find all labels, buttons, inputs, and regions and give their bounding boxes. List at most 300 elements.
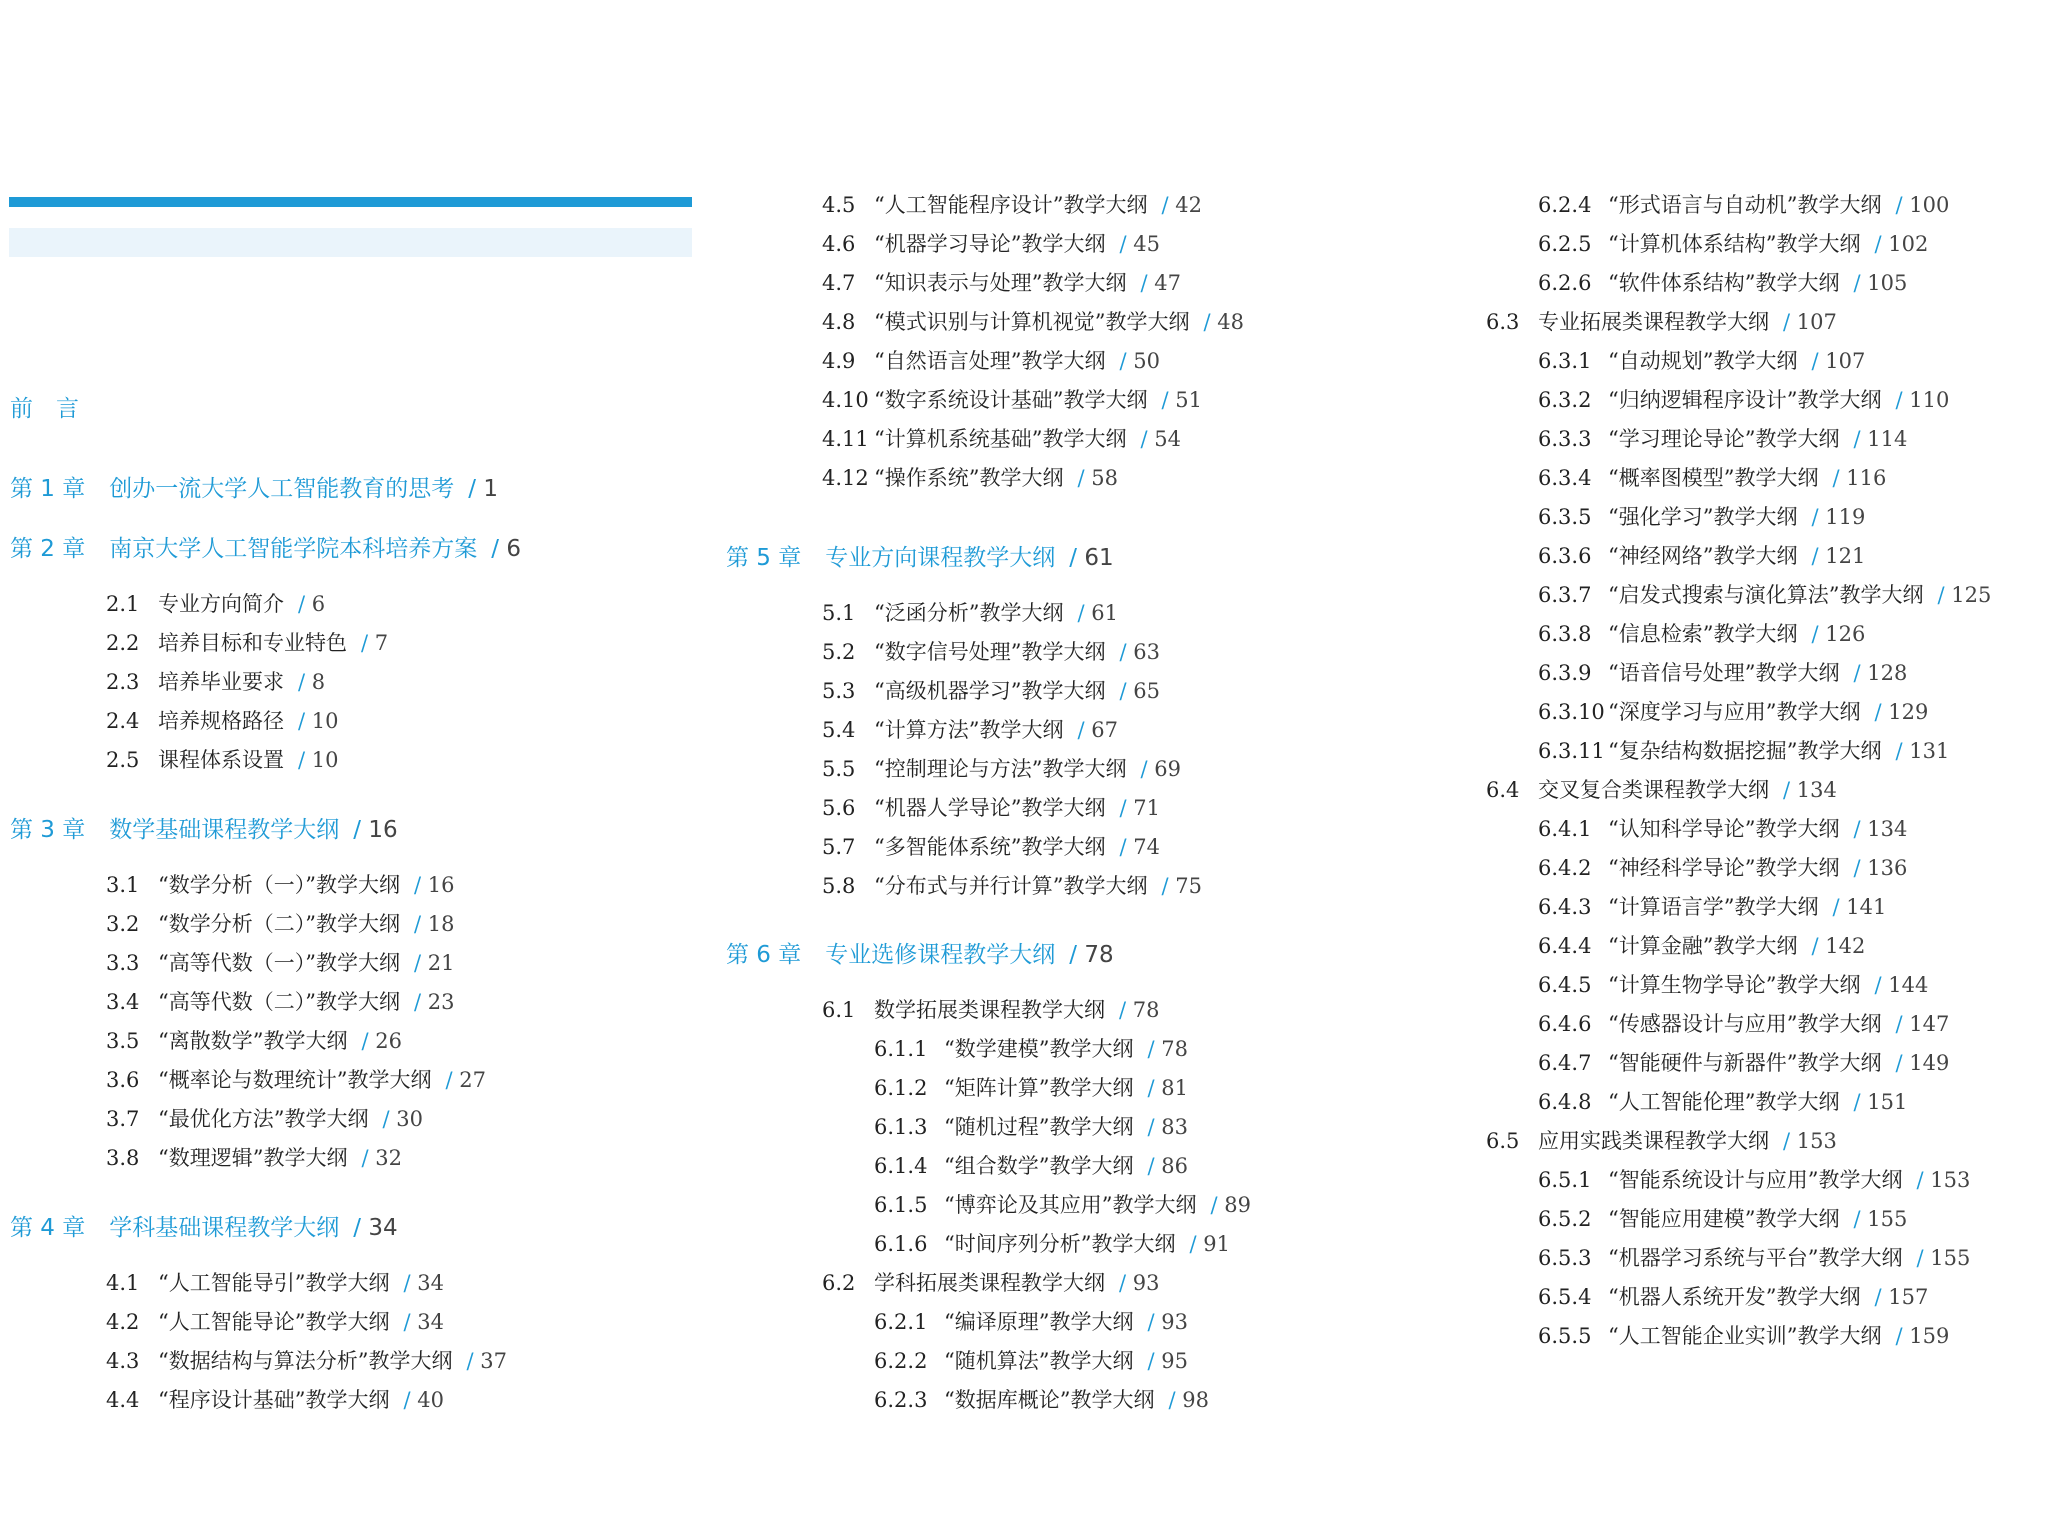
toc-subsection-entry [1538,660,1907,686]
toc-page-number: / 131 [1895,739,1949,763]
toc-entry-number: 6.1.1 [874,1037,928,1061]
toc-entry-title: “数据库概论”教学大纲 [944,1388,1155,1412]
toc-page-number: / 128 [1853,661,1907,685]
toc-page-number: / 16 [353,817,397,843]
toc-chapter-entry [10,475,498,503]
toc-entry-title: “软件体系结构”教学大纲 [1608,271,1840,295]
toc-entry-title: “形式语言与自动机”教学大纲 [1608,193,1882,217]
toc-entry-number: 2.4 [106,709,140,733]
toc-entry-number: 6.5.1 [1538,1168,1592,1192]
toc-entry-title: “计算机体系结构”教学大纲 [1608,232,1861,256]
toc-section-entry [106,950,454,976]
toc-entry-number: 6.2.6 [1538,271,1592,295]
toc-page-number: / 102 [1874,232,1928,256]
toc-section-entry [106,708,339,734]
toc-section-entry [106,669,325,695]
toc-entry-title: “神经科学导论”教学大纲 [1608,856,1840,880]
toc-page-number: / 21 [414,951,455,975]
toc-page-number: / 119 [1811,505,1865,529]
toc-page-number: / 141 [1832,895,1886,919]
toc-entry-number: 6.2.3 [874,1388,928,1412]
toc-entry-title: “深度学习与应用”教学大纲 [1608,700,1861,724]
toc-page-number: / 58 [1077,466,1118,490]
toc-section-entry [822,997,1160,1023]
toc-page-number: / 18 [414,912,455,936]
toc-entry-number: 2.2 [106,631,140,655]
toc-chapter-title: 南京大学人工智能学院本科培养方案 [109,536,478,562]
toc-entry-title: “机器人学导论”教学大纲 [874,796,1106,820]
toc-entry-number: 6.2.5 [1538,232,1592,256]
toc-entry-title: 培养规格路径 [158,709,284,733]
toc-section-entry [822,678,1160,704]
toc-page-number: / 134 [1853,817,1907,841]
toc-subsection-entry [1538,426,1907,452]
toc-entry-title: “机器学习系统与平台”教学大纲 [1608,1246,1903,1270]
toc-page-number: / 155 [1853,1207,1907,1231]
toc-subsection-entry [1538,1050,1949,1076]
toc-entry-number: 6.4.3 [1538,895,1592,919]
toc-preface-label: 前 言 [10,396,79,422]
toc-entry-title: “最优化方法”教学大纲 [158,1107,369,1131]
toc-chapter-title: 专业选修课程教学大纲 [825,942,1056,968]
toc-entry-number: 4.2 [106,1310,140,1334]
toc-page-number: / 30 [382,1107,423,1131]
toc-page-number: / 153 [1916,1168,1970,1192]
toc-page-number: / 157 [1874,1285,1928,1309]
toc-entry-title: “泛函分析”教学大纲 [874,601,1064,625]
toc-page-number: / 126 [1811,622,1865,646]
toc-entry-title: “高等代数（二）”教学大纲 [158,990,400,1014]
toc-entry-number: 2.3 [106,670,140,694]
toc-entry-number: 4.6 [822,232,856,256]
toc-page-number: / 125 [1937,583,1991,607]
toc-section-entry [822,795,1160,821]
toc-chapter-number: 第 4 章 [10,1215,86,1241]
toc-entry-number: 6.1.4 [874,1154,928,1178]
toc-entry-title: “智能系统设计与应用”教学大纲 [1608,1168,1903,1192]
toc-page-number: / 8 [298,670,325,694]
toc-entry-title: “组合数学”教学大纲 [944,1154,1134,1178]
toc-entry-number: 4.3 [106,1349,140,1373]
toc-entry-number: 5.8 [822,874,856,898]
toc-entry-number: 6.4.2 [1538,856,1592,880]
toc-entry-number: 3.6 [106,1068,140,1092]
toc-page-number: / 136 [1853,856,1907,880]
toc-page-number: / 26 [361,1029,402,1053]
toc-page-number: / 95 [1147,1349,1188,1373]
toc-subsection-entry [1538,270,1907,296]
toc-section-entry [106,591,325,617]
toc-entry-title: “计算金融”教学大纲 [1608,934,1798,958]
toc-section-entry [106,872,454,898]
toc-entry-title: “智能硬件与新器件”教学大纲 [1608,1051,1882,1075]
toc-entry-title: 课程体系设置 [158,748,284,772]
toc-page-number: / 91 [1189,1232,1230,1256]
toc-entry-title: “人工智能导论”教学大纲 [158,1310,390,1334]
toc-entry-title: 专业方向简介 [158,592,284,616]
toc-entry-title: “数字系统设计基础”教学大纲 [874,388,1148,412]
toc-subsection-entry [874,1231,1230,1257]
toc-page-number: / 83 [1147,1115,1188,1139]
toc-entry-title: “博弈论及其应用”教学大纲 [944,1193,1197,1217]
toc-entry-number: 4.12 [822,466,869,490]
toc-entry-title: “计算机系统基础”教学大纲 [874,427,1127,451]
toc-entry-number: 6.1.3 [874,1115,928,1139]
toc-section-entry [822,639,1160,665]
toc-page-number: / 27 [445,1068,486,1092]
toc-entry-number: 6.3.11 [1538,739,1605,763]
toc-entry-title: “计算生物学导论”教学大纲 [1608,973,1861,997]
toc-section-entry [1486,309,1837,335]
toc-entry-title: “认知科学导论”教学大纲 [1608,817,1840,841]
toc-chapter-entry [726,941,1114,969]
toc-entry-number: 2.1 [106,592,140,616]
toc-page-number: / 86 [1147,1154,1188,1178]
toc-page-number: / 40 [403,1388,444,1412]
toc-chapter-number: 第 3 章 [10,817,86,843]
toc-page-number: / 61 [1077,601,1118,625]
toc-page-number: / 10 [298,748,339,772]
toc-entry-number: 5.4 [822,718,856,742]
toc-entry-title: “语音信号处理”教学大纲 [1608,661,1840,685]
toc-entry-number: 6.4.7 [1538,1051,1592,1075]
toc-section-entry [822,348,1160,374]
toc-entry-number: 4.5 [822,193,856,217]
toc-entry-title: “机器人系统开发”教学大纲 [1608,1285,1861,1309]
toc-page-number: / 159 [1895,1324,1949,1348]
toc-section-entry [822,834,1160,860]
toc-page-number: / 105 [1853,271,1907,295]
toc-subsection-entry [1538,1323,1949,1349]
toc-page-number: / 78 [1119,998,1160,1022]
toc-page-number: / 98 [1168,1388,1209,1412]
toc-subsection-entry [874,1387,1209,1413]
toc-subsection-entry [874,1192,1251,1218]
toc-page-number: / 1 [468,476,498,502]
toc-entry-number: 5.7 [822,835,856,859]
toc-entry-title: “数学分析（二）”教学大纲 [158,912,400,936]
toc-section-entry [1486,777,1837,803]
toc-section-entry [822,873,1202,899]
toc-entry-number: 3.2 [106,912,140,936]
toc-page-number: / 7 [361,631,388,655]
toc-entry-title: 学科拓展类课程教学大纲 [874,1271,1105,1295]
toc-page-number: / 153 [1783,1129,1837,1153]
toc-entry-number: 6.1 [822,998,856,1022]
toc-chapter-number: 第 2 章 [10,536,86,562]
toc-entry-title: “人工智能程序设计”教学大纲 [874,193,1148,217]
toc-page-number: / 142 [1811,934,1865,958]
toc-entry-title: 数学拓展类课程教学大纲 [874,998,1105,1022]
toc-entry-number: 6.2 [822,1271,856,1295]
toc-subsection-entry [1538,816,1907,842]
toc-entry-number: 6.4.6 [1538,1012,1592,1036]
toc-page-number: / 6 [491,536,521,562]
toc-subsection-entry [1538,621,1865,647]
toc-page-number: / 67 [1077,718,1118,742]
toc-entry-number: 5.2 [822,640,856,664]
toc-page-number: / 78 [1069,942,1113,968]
toc-section-entry [822,600,1118,626]
toc-subsection-entry [1538,1089,1907,1115]
toc-section-entry [106,1028,402,1054]
toc-subsection-entry [1538,192,1949,218]
toc-entry-title: “信息检索”教学大纲 [1608,622,1798,646]
toc-entry-title: “传感器设计与应用”教学大纲 [1608,1012,1882,1036]
toc-section-entry [106,1348,507,1374]
toc-entry-number: 6.1.2 [874,1076,928,1100]
toc-page-number: / 48 [1203,310,1244,334]
toc-entry-title: “数理逻辑”教学大纲 [158,1146,348,1170]
toc-section-entry [822,465,1118,491]
toc-page-number: / 16 [414,873,455,897]
toc-entry-number: 6.3 [1486,310,1520,334]
toc-entry-number: 6.4.1 [1538,817,1592,841]
toc-chapter-title: 专业方向课程教学大纲 [825,545,1056,571]
toc-entry-title: “机器学习导论”教学大纲 [874,232,1106,256]
toc-section-entry [1486,1128,1837,1154]
toc-page-number: / 23 [414,990,455,1014]
toc-entry-number: 6.4.8 [1538,1090,1592,1114]
toc-entry-number: 6.5 [1486,1129,1520,1153]
toc-subsection-entry [1538,699,1928,725]
toc-subsection-entry [1538,1245,1970,1271]
toc-section-entry [106,747,339,773]
toc-entry-title: “程序设计基础”教学大纲 [158,1388,390,1412]
toc-page-number: / 149 [1895,1051,1949,1075]
toc-page-number: / 75 [1161,874,1202,898]
toc-entry-number: 4.4 [106,1388,140,1412]
toc-entry-number: 6.3.1 [1538,349,1592,373]
toc-subsection-entry [1538,738,1949,764]
toc-entry-number: 6.3.5 [1538,505,1592,529]
toc-entry-number: 6.3.8 [1538,622,1592,646]
toc-section-entry [822,1270,1160,1296]
toc-subsection-entry [874,1036,1188,1062]
toc-page-number: / 71 [1119,796,1160,820]
toc-entry-title: “数学建模”教学大纲 [944,1037,1134,1061]
toc-entry-title: “学习理论导论”教学大纲 [1608,427,1840,451]
toc-page-number: / 93 [1119,1271,1160,1295]
header-light-band [9,228,692,257]
toc-subsection-entry [874,1309,1188,1335]
toc-entry-number: 6.3.4 [1538,466,1592,490]
toc-chapter-entry [10,1214,398,1242]
toc-entry-number: 3.4 [106,990,140,1014]
toc-entry-number: 6.5.2 [1538,1207,1592,1231]
toc-section-entry [106,1145,402,1171]
toc-page-number: / 34 [403,1310,444,1334]
toc-page-number: / 93 [1147,1310,1188,1334]
toc-entry-title: “概率图模型”教学大纲 [1608,466,1819,490]
toc-entry-title: “控制理论与方法”教学大纲 [874,757,1127,781]
toc-subsection-entry [1538,504,1865,530]
toc-section-entry [822,231,1160,257]
toc-preface-heading [10,395,79,423]
toc-chapter-number: 第 6 章 [726,942,802,968]
toc-entry-title: “归纳逻辑程序设计”教学大纲 [1608,388,1882,412]
toc-page-number: / 155 [1916,1246,1970,1270]
toc-entry-number: 6.4.5 [1538,973,1592,997]
toc-section-entry [106,630,388,656]
toc-page-number: / 61 [1069,545,1113,571]
toc-subsection-entry [874,1348,1188,1374]
toc-entry-title: “分布式与并行计算”教学大纲 [874,874,1148,898]
toc-entry-title: “矩阵计算”教学大纲 [944,1076,1134,1100]
toc-entry-number: 5.5 [822,757,856,781]
header-accent-bar [9,197,692,207]
toc-entry-title: 交叉复合类课程教学大纲 [1538,778,1769,802]
toc-entry-title: “神经网络”教学大纲 [1608,544,1798,568]
toc-entry-title: “随机算法”教学大纲 [944,1349,1134,1373]
toc-entry-number: 5.3 [822,679,856,703]
toc-entry-title: “人工智能伦理”教学大纲 [1608,1090,1840,1114]
toc-subsection-entry [1538,582,1991,608]
toc-page-number: / 114 [1853,427,1907,451]
toc-entry-title: “自动规划”教学大纲 [1608,349,1798,373]
toc-entry-title: “人工智能企业实训”教学大纲 [1608,1324,1882,1348]
toc-entry-number: 6.2.1 [874,1310,928,1334]
toc-entry-number: 4.11 [822,427,869,451]
toc-page-number: / 6 [298,592,325,616]
toc-page-number: / 151 [1853,1090,1907,1114]
toc-page-number: / 107 [1811,349,1865,373]
toc-page-number: / 63 [1119,640,1160,664]
toc-page-number: / 107 [1783,310,1837,334]
toc-entry-title: “强化学习”教学大纲 [1608,505,1798,529]
toc-page-number: / 144 [1874,973,1928,997]
toc-entry-title: “计算方法”教学大纲 [874,718,1064,742]
toc-page-number: / 45 [1119,232,1160,256]
toc-entry-title: “多智能体系统”教学大纲 [874,835,1106,859]
toc-subsection-entry [1538,465,1886,491]
toc-entry-title: “数学分析（一）”教学大纲 [158,873,400,897]
toc-page-number: / 110 [1895,388,1949,412]
toc-page-number: / 54 [1140,427,1181,451]
toc-subsection-entry [1538,1011,1949,1037]
toc-subsection-entry [1538,855,1907,881]
toc-entry-title: “智能应用建模”教学大纲 [1608,1207,1840,1231]
toc-subsection-entry [1538,543,1865,569]
toc-entry-title: 应用实践类课程教学大纲 [1538,1129,1769,1153]
toc-subsection-entry [874,1075,1188,1101]
toc-entry-number: 5.1 [822,601,856,625]
toc-entry-title: “高等代数（一）”教学大纲 [158,951,400,975]
toc-section-entry [106,1387,444,1413]
toc-chapter-title: 学科基础课程教学大纲 [109,1215,340,1241]
toc-chapter-title: 数学基础课程教学大纲 [109,817,340,843]
toc-page-number: / 51 [1161,388,1202,412]
toc-page-number: / 37 [466,1349,507,1373]
toc-entry-number: 5.6 [822,796,856,820]
toc-entry-number: 2.5 [106,748,140,772]
toc-section-entry [822,426,1181,452]
toc-entry-number: 6.5.4 [1538,1285,1592,1309]
toc-page-number: / 134 [1783,778,1837,802]
toc-page-number: / 65 [1119,679,1160,703]
toc-entry-title: 培养目标和专业特色 [158,631,347,655]
toc-entry-number: 4.8 [822,310,856,334]
toc-entry-number: 4.10 [822,388,869,412]
toc-subsection-entry [1538,894,1886,920]
toc-subsection-entry [874,1153,1188,1179]
toc-entry-number: 3.7 [106,1107,140,1131]
toc-section-entry [822,387,1202,413]
toc-subsection-entry [874,1114,1188,1140]
toc-entry-number: 6.1.6 [874,1232,928,1256]
toc-entry-number: 3.3 [106,951,140,975]
toc-page-number: / 116 [1832,466,1886,490]
toc-chapter-number: 第 5 章 [726,545,802,571]
toc-entry-title: 培养毕业要求 [158,670,284,694]
toc-chapter-entry [10,535,521,563]
toc-entry-title: “启发式搜索与演化算法”教学大纲 [1608,583,1924,607]
toc-entry-number: 6.3.2 [1538,388,1592,412]
toc-page-number: / 89 [1210,1193,1251,1217]
toc-entry-number: 6.3.9 [1538,661,1592,685]
toc-page-number: / 147 [1895,1012,1949,1036]
toc-subsection-entry [1538,1206,1907,1232]
toc-page-number: / 32 [361,1146,402,1170]
toc-entry-title: “时间序列分析”教学大纲 [944,1232,1176,1256]
toc-chapter-title: 创办一流大学人工智能教育的思考 [109,476,455,502]
toc-subsection-entry [1538,387,1949,413]
toc-entry-title: “复杂结构数据挖掘”教学大纲 [1608,739,1882,763]
toc-page-number: / 47 [1140,271,1181,295]
toc-page-number: / 42 [1161,193,1202,217]
toc-entry-number: 3.1 [106,873,140,897]
toc-entry-title: “操作系统”教学大纲 [874,466,1064,490]
toc-entry-number: 6.3.3 [1538,427,1592,451]
toc-entry-title: 专业拓展类课程教学大纲 [1538,310,1769,334]
toc-chapter-number: 第 1 章 [10,476,86,502]
toc-entry-title: “计算语言学”教学大纲 [1608,895,1819,919]
toc-entry-title: “知识表示与处理”教学大纲 [874,271,1127,295]
toc-entry-title: “随机过程”教学大纲 [944,1115,1134,1139]
toc-section-entry [822,756,1181,782]
toc-entry-number: 6.4.4 [1538,934,1592,958]
toc-entry-title: “高级机器学习”教学大纲 [874,679,1106,703]
toc-entry-title: “自然语言处理”教学大纲 [874,349,1106,373]
toc-section-entry [106,1106,423,1132]
toc-chapter-entry [10,816,398,844]
toc-entry-title: “数据结构与算法分析”教学大纲 [158,1349,453,1373]
toc-subsection-entry [1538,348,1865,374]
toc-entry-title: “人工智能导引”教学大纲 [158,1271,390,1295]
toc-section-entry [106,989,454,1015]
toc-page-number: / 10 [298,709,339,733]
toc-entry-title: “概率论与数理统计”教学大纲 [158,1068,432,1092]
toc-entry-title: “离散数学”教学大纲 [158,1029,348,1053]
toc-page-number: / 34 [403,1271,444,1295]
toc-subsection-entry [1538,231,1928,257]
toc-subsection-entry [1538,1167,1970,1193]
toc-entry-number: 6.5.3 [1538,1246,1592,1270]
toc-section-entry [822,309,1244,335]
toc-entry-number: 6.3.10 [1538,700,1605,724]
toc-subsection-entry [1538,1284,1928,1310]
toc-page-number: / 129 [1874,700,1928,724]
toc-entry-title: “数字信号处理”教学大纲 [874,640,1106,664]
toc-page-number: / 69 [1140,757,1181,781]
toc-entry-number: 4.7 [822,271,856,295]
toc-entry-number: 4.1 [106,1271,140,1295]
toc-entry-number: 3.5 [106,1029,140,1053]
toc-page-number: / 78 [1147,1037,1188,1061]
toc-page-number: / 121 [1811,544,1865,568]
toc-section-entry [822,192,1202,218]
toc-page-number: / 50 [1119,349,1160,373]
